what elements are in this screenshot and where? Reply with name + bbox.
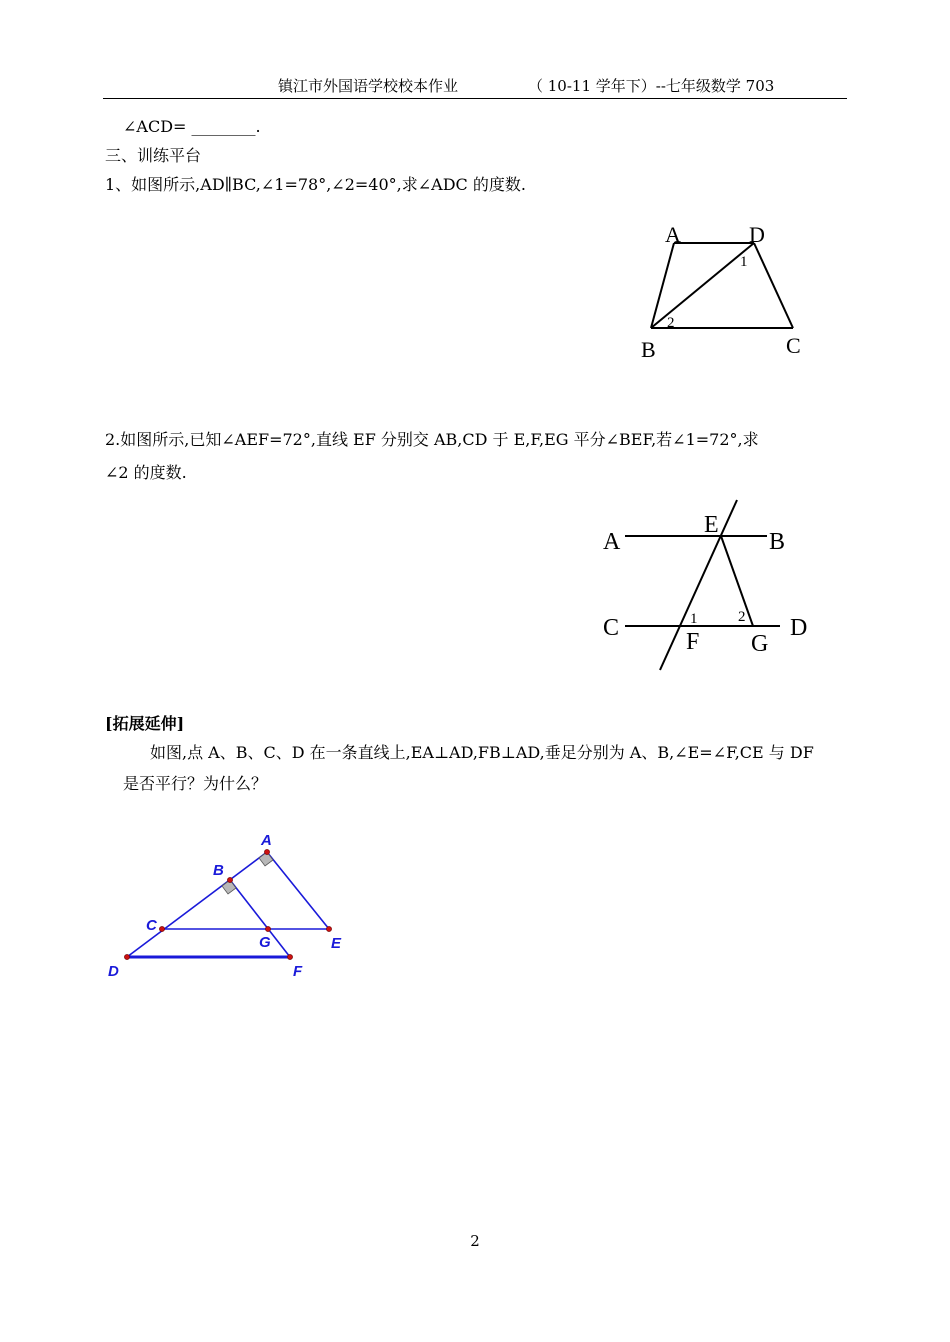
angle-1-label: 1 (740, 254, 748, 270)
point-b (227, 877, 232, 882)
label-b: B (213, 862, 224, 879)
point-a (264, 849, 269, 854)
label-g: G (751, 631, 769, 657)
label-e: E (331, 935, 342, 952)
page-number: 2 (470, 1232, 480, 1250)
extension-title: [拓展延伸] (105, 714, 185, 733)
label-a: A (665, 222, 681, 247)
ray-eg (721, 536, 753, 626)
label-g: G (259, 934, 271, 951)
point-e (326, 926, 331, 931)
label-f: F (293, 963, 303, 980)
label-c: C (146, 917, 157, 934)
page-header (103, 76, 847, 99)
question-2-line-1: 2.如图所示,已知∠AEF=72°,直线 EF 分别交 AB,CD 于 E,F,EG 平分∠BEF,若∠1=72°,求 (105, 430, 759, 449)
angle-2-label: 2 (667, 315, 675, 331)
label-d: D (749, 222, 765, 247)
school-name: 镇江市外国语学校校本作业 (278, 77, 459, 95)
point-d (124, 954, 129, 959)
point-c (159, 926, 164, 931)
extension-line-1: 如图,点 A、B、C、D 在一条直线上,EA⊥AD,FB⊥AD,垂足分别为 A、B,∠E=∠F,CE 与 DF (150, 743, 814, 762)
label-a: A (603, 529, 621, 555)
label-e: E (704, 512, 719, 538)
segment-ae (267, 852, 329, 929)
extension-line-2: 是否平行？为什么？ (123, 774, 268, 793)
line-ad (127, 852, 267, 957)
figure-trapezoid (630, 215, 820, 365)
term-label: （ 10-11 学年下）--七年级数学 703 (528, 77, 775, 95)
angle-acd-blank: ∠ACD= ________. (123, 117, 261, 136)
question-1: 1、如图所示,AD∥BC,∠1=78°,∠2=40°,求∠ADC 的度数. (105, 175, 526, 194)
label-c: C (603, 615, 620, 641)
point-g (265, 926, 270, 931)
label-f: F (686, 629, 700, 655)
label-c: C (786, 333, 801, 358)
label-b: B (769, 529, 786, 555)
label-d: D (108, 963, 119, 980)
figure-perpendiculars (100, 825, 360, 985)
figure-parallel-lines (595, 495, 825, 680)
section-title: 三、训练平台 (105, 146, 202, 165)
label-d: D (790, 615, 808, 641)
label-b: B (641, 337, 656, 362)
question-2-line-2: ∠2 的度数. (105, 463, 187, 482)
segment-dc (754, 243, 793, 328)
label-a: A (261, 832, 272, 849)
point-f (287, 954, 292, 959)
angle-1-label: 1 (690, 611, 698, 627)
angle-2-label: 2 (738, 609, 746, 625)
